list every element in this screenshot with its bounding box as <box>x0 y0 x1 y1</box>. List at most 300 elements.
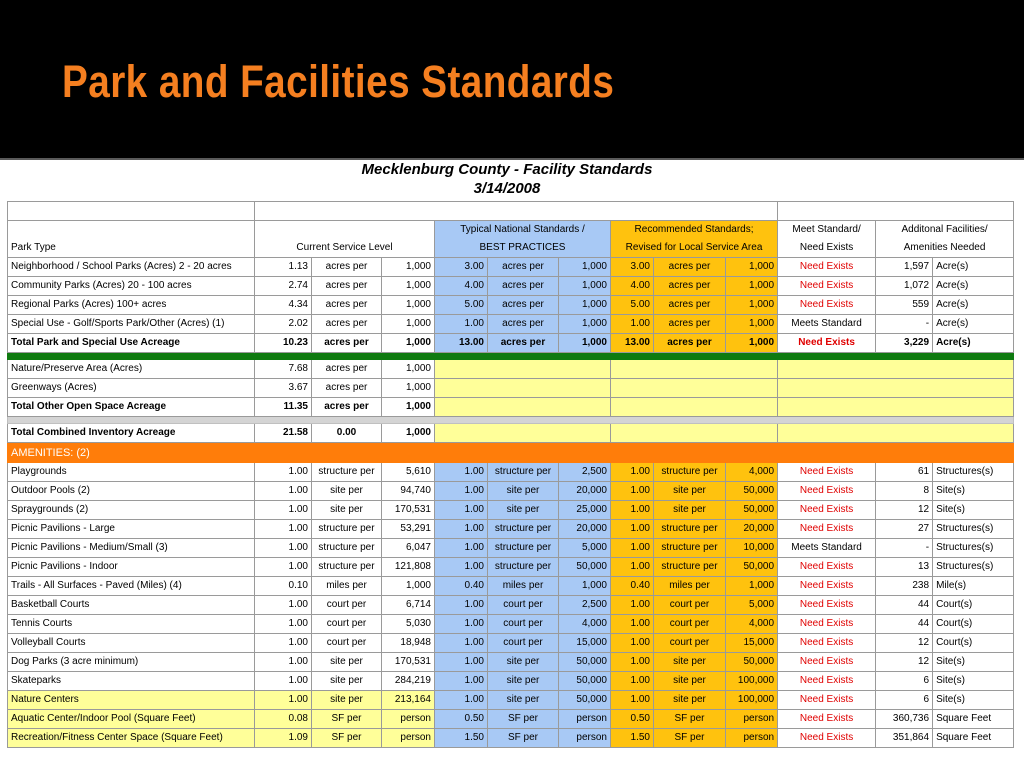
cell-status: Need Exists <box>778 296 876 315</box>
cell-current-unit: structure per <box>312 463 382 482</box>
cell-recommended-unit: SF per <box>654 710 726 729</box>
preliminary-standards-title: Preliminary 2008 Facility Standards <box>778 202 1014 221</box>
cell-national-per: 15,000 <box>559 634 611 653</box>
cell-current-per: 5,610 <box>382 463 435 482</box>
header-recommended-standards <box>611 221 778 258</box>
cell-national-unit: acres per <box>488 315 559 334</box>
cell-current-per: 1,000 <box>382 315 435 334</box>
cell-current-value: 1.00 <box>255 596 312 615</box>
cell-current-unit: structure per <box>312 520 382 539</box>
cell-current-value: 1.00 <box>255 691 312 710</box>
cell-national-unit: court per <box>488 615 559 634</box>
cell-national-per: 50,000 <box>559 672 611 691</box>
cell-park-type: Total Other Open Space Acreage <box>8 398 255 417</box>
cell-status: Meets Standard <box>778 315 876 334</box>
cell-recommended-empty <box>611 424 778 443</box>
parks-row <box>8 334 1014 353</box>
cell-national-value: 1.00 <box>435 672 488 691</box>
cell-national-per: 2,500 <box>559 463 611 482</box>
cell-park-type: Regional Parks (Acres) 100+ acres <box>8 296 255 315</box>
cell-recommended-per: 4,000 <box>726 463 778 482</box>
cell-current-value: 1.00 <box>255 634 312 653</box>
cell-current-unit: acres per <box>312 398 382 417</box>
cell-status: Need Exists <box>778 463 876 482</box>
cell-recommended-value: 1.00 <box>611 463 654 482</box>
cell-recommended-per: 1,000 <box>726 577 778 596</box>
cell-status: Need Exists <box>778 258 876 277</box>
cell-current-value: 1.09 <box>255 729 312 748</box>
cell-national-per: 20,000 <box>559 520 611 539</box>
cell-national-unit: structure per <box>488 558 559 577</box>
cell-recommended-value: 3.00 <box>611 258 654 277</box>
cell-national-value: 1.00 <box>435 558 488 577</box>
cell-needed-unit: Site(s) <box>933 653 1014 672</box>
cell-current-value: 2.02 <box>255 315 312 334</box>
amenity-row <box>8 596 1014 615</box>
cell-recommended-value: 4.00 <box>611 277 654 296</box>
cell-current-unit: SF per <box>312 710 382 729</box>
cell-recommended-per: 20,000 <box>726 520 778 539</box>
cell-current-unit: site per <box>312 653 382 672</box>
cell-current-per: 284,219 <box>382 672 435 691</box>
cell-national-unit: acres per <box>488 277 559 296</box>
cell-national-unit: site per <box>488 691 559 710</box>
gray-separator-bar <box>8 417 1014 424</box>
cell-national-unit: SF per <box>488 710 559 729</box>
cell-status: Need Exists <box>778 691 876 710</box>
cell-national-per: 1,000 <box>559 577 611 596</box>
open-space-row <box>8 360 1014 379</box>
cell-recommended-per: 10,000 <box>726 539 778 558</box>
cell-needed-count: 61 <box>876 463 933 482</box>
amenity-row <box>8 729 1014 748</box>
cell-current-value: 4.34 <box>255 296 312 315</box>
header-additional-line1: Additonal Facilities/ <box>901 224 988 235</box>
cell-preliminary-empty <box>778 360 1014 379</box>
cell-status: Need Exists <box>778 577 876 596</box>
cell-current-per: 1,000 <box>382 334 435 353</box>
cell-status: Need Exists <box>778 634 876 653</box>
cell-current-unit: acres per <box>312 360 382 379</box>
cell-needed-count: 44 <box>876 596 933 615</box>
cell-current-unit: acres per <box>312 379 382 398</box>
cell-current-value: 7.68 <box>255 360 312 379</box>
header-national-line1: Typical National Standards / <box>460 224 585 235</box>
parks-row <box>8 258 1014 277</box>
cell-needed-unit: Acre(s) <box>933 258 1014 277</box>
cell-national-value: 1.00 <box>435 501 488 520</box>
cell-current-per: 94,740 <box>382 482 435 501</box>
cell-park-type: Greenways (Acres) <box>8 379 255 398</box>
cell-national-unit: acres per <box>488 334 559 353</box>
cell-current-value: 3.67 <box>255 379 312 398</box>
amenity-row <box>8 463 1014 482</box>
cell-national-per: person <box>559 710 611 729</box>
cell-national-per: 1,000 <box>559 334 611 353</box>
cell-national-unit: structure per <box>488 463 559 482</box>
cell-national-value: 1.00 <box>435 653 488 672</box>
cell-preliminary-empty <box>778 398 1014 417</box>
cell-park-type: Nature/Preserve Area (Acres) <box>8 360 255 379</box>
cell-needed-count: 3,229 <box>876 334 933 353</box>
amenities-header-row <box>8 443 1014 463</box>
cell-national-per: 4,000 <box>559 615 611 634</box>
cell-current-per: 5,030 <box>382 615 435 634</box>
cell-current-per: 18,948 <box>382 634 435 653</box>
cell-needed-unit: Site(s) <box>933 501 1014 520</box>
cell-status: Need Exists <box>778 729 876 748</box>
cell-recommended-unit: acres per <box>654 315 726 334</box>
cell-needed-unit: Structures(s) <box>933 558 1014 577</box>
cell-needed-count: 360,736 <box>876 710 933 729</box>
cell-recommended-unit: site per <box>654 653 726 672</box>
cell-needed-unit: Acre(s) <box>933 296 1014 315</box>
cell-recommended-unit: acres per <box>654 334 726 353</box>
cell-national-per: 50,000 <box>559 691 611 710</box>
green-separator-bar <box>8 353 1014 360</box>
cell-current-unit: site per <box>312 501 382 520</box>
document-title: Mecklenburg County - Facility Standards <box>361 161 653 178</box>
cell-current-unit: acres per <box>312 258 382 277</box>
cell-recommended-value: 1.00 <box>611 596 654 615</box>
cell-national-value: 4.00 <box>435 277 488 296</box>
header-meet-line1: Meet Standard/ <box>792 224 861 235</box>
cell-national-unit: court per <box>488 596 559 615</box>
header-recommended-line1: Recommended Standards; <box>634 224 754 235</box>
cell-park-type: Nature Centers <box>8 691 255 710</box>
cell-national-value: 3.00 <box>435 258 488 277</box>
cell-national-per: 1,000 <box>559 296 611 315</box>
cell-national-per: 1,000 <box>559 258 611 277</box>
cell-national-per: person <box>559 729 611 748</box>
cell-status: Need Exists <box>778 615 876 634</box>
green-separator <box>8 353 1014 360</box>
cell-current-unit: court per <box>312 615 382 634</box>
cell-national-unit: structure per <box>488 520 559 539</box>
cell-recommended-per: 50,000 <box>726 653 778 672</box>
cell-current-unit: site per <box>312 672 382 691</box>
cell-current-unit: SF per <box>312 729 382 748</box>
open-space-row <box>8 398 1014 417</box>
cell-recommended-value: 1.00 <box>611 634 654 653</box>
cell-recommended-unit: miles per <box>654 577 726 596</box>
cell-national-unit: SF per <box>488 729 559 748</box>
cell-recommended-value: 1.00 <box>611 558 654 577</box>
header-additional-line2: Amenities Needed <box>903 242 986 253</box>
cell-current-unit: acres per <box>312 296 382 315</box>
cell-current-unit: acres per <box>312 277 382 296</box>
cell-needed-count: - <box>876 315 933 334</box>
cell-status: Need Exists <box>778 334 876 353</box>
cell-current-unit: acres per <box>312 334 382 353</box>
cell-needed-unit: Site(s) <box>933 482 1014 501</box>
cell-current-per: 1,000 <box>382 277 435 296</box>
cell-current-value: 1.00 <box>255 653 312 672</box>
cell-current-per: 6,047 <box>382 539 435 558</box>
cell-current-per: 1,000 <box>382 360 435 379</box>
cell-current-per: 1,000 <box>382 577 435 596</box>
cell-needed-count: 12 <box>876 653 933 672</box>
cell-national-value: 5.00 <box>435 296 488 315</box>
facility-standards-table <box>7 201 1014 748</box>
cell-status: Need Exists <box>778 501 876 520</box>
cell-recommended-unit: structure per <box>654 520 726 539</box>
cell-recommended-unit: site per <box>654 691 726 710</box>
cell-status: Need Exists <box>778 558 876 577</box>
cell-current-value: 2.74 <box>255 277 312 296</box>
cell-national-empty <box>435 424 611 443</box>
cell-national-value: 1.00 <box>435 596 488 615</box>
cell-national-unit: site per <box>488 653 559 672</box>
cell-national-unit: miles per <box>488 577 559 596</box>
cell-current-per: 1,000 <box>382 398 435 417</box>
cell-national-empty <box>435 398 611 417</box>
cell-park-type: Tennis Courts <box>8 615 255 634</box>
cell-recommended-per: 100,000 <box>726 691 778 710</box>
cell-needed-count: 1,072 <box>876 277 933 296</box>
cell-current-per: 1,000 <box>382 258 435 277</box>
cell-needed-count: 44 <box>876 615 933 634</box>
cell-needed-count: 13 <box>876 558 933 577</box>
cell-needed-unit: Structures(s) <box>933 520 1014 539</box>
cell-recommended-unit: acres per <box>654 258 726 277</box>
cell-current-per: 1,000 <box>382 379 435 398</box>
cell-preliminary-empty <box>778 424 1014 443</box>
amenity-row <box>8 634 1014 653</box>
header-park-type: Park Type <box>8 221 255 258</box>
cell-preliminary-empty <box>778 379 1014 398</box>
cell-national-value: 1.00 <box>435 463 488 482</box>
cell-current-value: 10.23 <box>255 334 312 353</box>
cell-national-per: 1,000 <box>559 277 611 296</box>
cell-national-value: 1.00 <box>435 539 488 558</box>
cell-current-value: 1.00 <box>255 558 312 577</box>
cell-needed-unit: Mile(s) <box>933 577 1014 596</box>
cell-current-value: 0.08 <box>255 710 312 729</box>
cell-recommended-unit: site per <box>654 501 726 520</box>
cell-park-type: Trails - All Surfaces - Paved (Miles) (4) <box>8 577 255 596</box>
cell-national-value: 1.00 <box>435 520 488 539</box>
cell-national-unit: site per <box>488 672 559 691</box>
cell-recommended-unit: site per <box>654 672 726 691</box>
cell-current-value: 1.00 <box>255 539 312 558</box>
cell-national-per: 50,000 <box>559 558 611 577</box>
cell-park-type: Recreation/Fitness Center Space (Square Feet) <box>8 729 255 748</box>
amenity-row <box>8 577 1014 596</box>
cell-recommended-unit: structure per <box>654 539 726 558</box>
cell-national-per: 20,000 <box>559 482 611 501</box>
cell-national-unit: site per <box>488 501 559 520</box>
cell-needed-count: 238 <box>876 577 933 596</box>
cell-park-type: Aquatic Center/Indoor Pool (Square Feet) <box>8 710 255 729</box>
cell-needed-unit: Site(s) <box>933 672 1014 691</box>
header-additional-facilities <box>876 221 1014 258</box>
cell-recommended-per: 50,000 <box>726 558 778 577</box>
cell-needed-unit: Structures(s) <box>933 539 1014 558</box>
cell-recommended-value: 1.00 <box>611 539 654 558</box>
cell-needed-count: 559 <box>876 296 933 315</box>
cell-needed-unit: Square Feet <box>933 729 1014 748</box>
cell-recommended-unit: structure per <box>654 463 726 482</box>
slide-title: Park and Facilities Standards <box>62 56 615 107</box>
cell-national-value: 1.00 <box>435 691 488 710</box>
amenity-row <box>8 691 1014 710</box>
cell-national-empty <box>435 379 611 398</box>
amenity-row <box>8 672 1014 691</box>
cell-status: Need Exists <box>778 520 876 539</box>
cell-park-type: Neighborhood / School Parks (Acres) 2 - 20 acres <box>8 258 255 277</box>
cell-recommended-unit: court per <box>654 596 726 615</box>
cell-park-type: Outdoor Pools (2) <box>8 482 255 501</box>
cell-current-value: 1.00 <box>255 501 312 520</box>
cell-park-type: Playgrounds <box>8 463 255 482</box>
cell-recommended-per: 15,000 <box>726 634 778 653</box>
cell-national-unit: acres per <box>488 296 559 315</box>
cell-national-unit: structure per <box>488 539 559 558</box>
cell-park-type: Community Parks (Acres) 20 - 100 acres <box>8 277 255 296</box>
cell-current-per: 170,531 <box>382 501 435 520</box>
cell-park-type: Basketball Courts <box>8 596 255 615</box>
header-meet-standard <box>778 221 876 258</box>
cell-needed-unit: Acre(s) <box>933 277 1014 296</box>
cell-park-type: Total Park and Special Use Acreage <box>8 334 255 353</box>
cell-recommended-value: 1.00 <box>611 653 654 672</box>
cell-national-value: 1.00 <box>435 482 488 501</box>
amenity-row <box>8 482 1014 501</box>
header-recommended-line2: Revised for Local Service Area <box>625 242 763 253</box>
cell-recommended-value: 5.00 <box>611 296 654 315</box>
cell-park-type: Spraygrounds (2) <box>8 501 255 520</box>
cell-recommended-value: 13.00 <box>611 334 654 353</box>
cell-needed-unit: Acre(s) <box>933 315 1014 334</box>
cell-national-unit: acres per <box>488 258 559 277</box>
cell-needed-count: 12 <box>876 501 933 520</box>
cell-recommended-value: 1.00 <box>611 501 654 520</box>
cell-status: Need Exists <box>778 653 876 672</box>
cell-needed-unit: Site(s) <box>933 691 1014 710</box>
cell-current-unit: structure per <box>312 558 382 577</box>
cell-needed-unit: Square Feet <box>933 710 1014 729</box>
cell-park-type: Dog Parks (3 acre minimum) <box>8 653 255 672</box>
cell-national-value: 0.40 <box>435 577 488 596</box>
cell-current-value: 21.58 <box>255 424 312 443</box>
cell-park-type: Volleyball Courts <box>8 634 255 653</box>
cell-status: Meets Standard <box>778 539 876 558</box>
cell-recommended-empty <box>611 398 778 417</box>
cell-needed-count: 12 <box>876 634 933 653</box>
cell-recommended-value: 1.00 <box>611 672 654 691</box>
cell-needed-unit: Court(s) <box>933 634 1014 653</box>
amenity-row <box>8 539 1014 558</box>
cell-recommended-empty <box>611 379 778 398</box>
cell-park-type: Picnic Pavilions - Medium/Small (3) <box>8 539 255 558</box>
cell-recommended-unit: court per <box>654 634 726 653</box>
cell-current-value: 1.00 <box>255 482 312 501</box>
cell-needed-count: 1,597 <box>876 258 933 277</box>
cell-needed-unit: Acre(s) <box>933 334 1014 353</box>
cell-national-per: 1,000 <box>559 315 611 334</box>
parks-label: PARKS: <box>8 202 255 221</box>
cell-status: Need Exists <box>778 672 876 691</box>
cell-current-unit: miles per <box>312 577 382 596</box>
cell-park-type: Skateparks <box>8 672 255 691</box>
parks-header-row <box>8 202 1014 221</box>
cell-national-per: 50,000 <box>559 653 611 672</box>
cell-recommended-per: 1,000 <box>726 277 778 296</box>
cell-needed-count: - <box>876 539 933 558</box>
amenities-label: AMENITIES: (2) <box>8 443 1014 463</box>
cell-current-per: person <box>382 729 435 748</box>
cell-recommended-per: person <box>726 710 778 729</box>
cell-national-value: 1.00 <box>435 634 488 653</box>
cell-park-type: Total Combined Inventory Acreage <box>8 424 255 443</box>
cell-recommended-value: 1.00 <box>611 691 654 710</box>
cell-recommended-value: 1.00 <box>611 482 654 501</box>
cell-status: Need Exists <box>778 710 876 729</box>
cell-current-value: 1.00 <box>255 672 312 691</box>
cell-national-value: 13.00 <box>435 334 488 353</box>
cell-park-type: Special Use - Golf/Sports Park/Other (Acres) (1) <box>8 315 255 334</box>
cell-recommended-value: 1.00 <box>611 520 654 539</box>
combined-total-row <box>8 424 1014 443</box>
cell-recommended-unit: acres per <box>654 296 726 315</box>
cell-current-unit: court per <box>312 596 382 615</box>
header-national-line2: BEST PRACTICES <box>479 242 566 253</box>
cell-current-per: 213,164 <box>382 691 435 710</box>
header-national-standards <box>435 221 611 258</box>
cell-needed-unit: Structures(s) <box>933 463 1014 482</box>
cell-recommended-value: 1.00 <box>611 315 654 334</box>
cell-needed-count: 27 <box>876 520 933 539</box>
cell-recommended-per: 50,000 <box>726 482 778 501</box>
open-space-row <box>8 379 1014 398</box>
cell-national-per: 2,500 <box>559 596 611 615</box>
header-current-service-level: Current Service Level <box>255 221 435 258</box>
cell-current-unit: court per <box>312 634 382 653</box>
cell-current-value: 11.35 <box>255 398 312 417</box>
parks-row <box>8 296 1014 315</box>
cell-national-value: 1.00 <box>435 615 488 634</box>
cell-recommended-empty <box>611 360 778 379</box>
cell-current-value: 1.00 <box>255 463 312 482</box>
cell-needed-count: 6 <box>876 691 933 710</box>
cell-current-per: person <box>382 710 435 729</box>
cell-recommended-per: 1,000 <box>726 334 778 353</box>
gray-separator <box>8 417 1014 424</box>
cell-national-value: 1.00 <box>435 315 488 334</box>
cell-status: Need Exists <box>778 482 876 501</box>
cell-national-per: 25,000 <box>559 501 611 520</box>
cell-park-type: Picnic Pavilions - Indoor <box>8 558 255 577</box>
cell-national-unit: court per <box>488 634 559 653</box>
cell-needed-count: 8 <box>876 482 933 501</box>
cell-recommended-per: 100,000 <box>726 672 778 691</box>
cell-needed-unit: Court(s) <box>933 615 1014 634</box>
cell-recommended-unit: SF per <box>654 729 726 748</box>
parks-row <box>8 315 1014 334</box>
cell-park-type: Picnic Pavilions - Large <box>8 520 255 539</box>
cell-recommended-per: 50,000 <box>726 501 778 520</box>
cell-national-empty <box>435 360 611 379</box>
amenity-row <box>8 501 1014 520</box>
amenity-row <box>8 710 1014 729</box>
cell-national-value: 0.50 <box>435 710 488 729</box>
cell-recommended-unit: site per <box>654 482 726 501</box>
cell-current-per: 170,531 <box>382 653 435 672</box>
cell-national-value: 1.50 <box>435 729 488 748</box>
cell-current-unit: structure per <box>312 539 382 558</box>
document-date: 3/14/2008 <box>473 180 541 197</box>
